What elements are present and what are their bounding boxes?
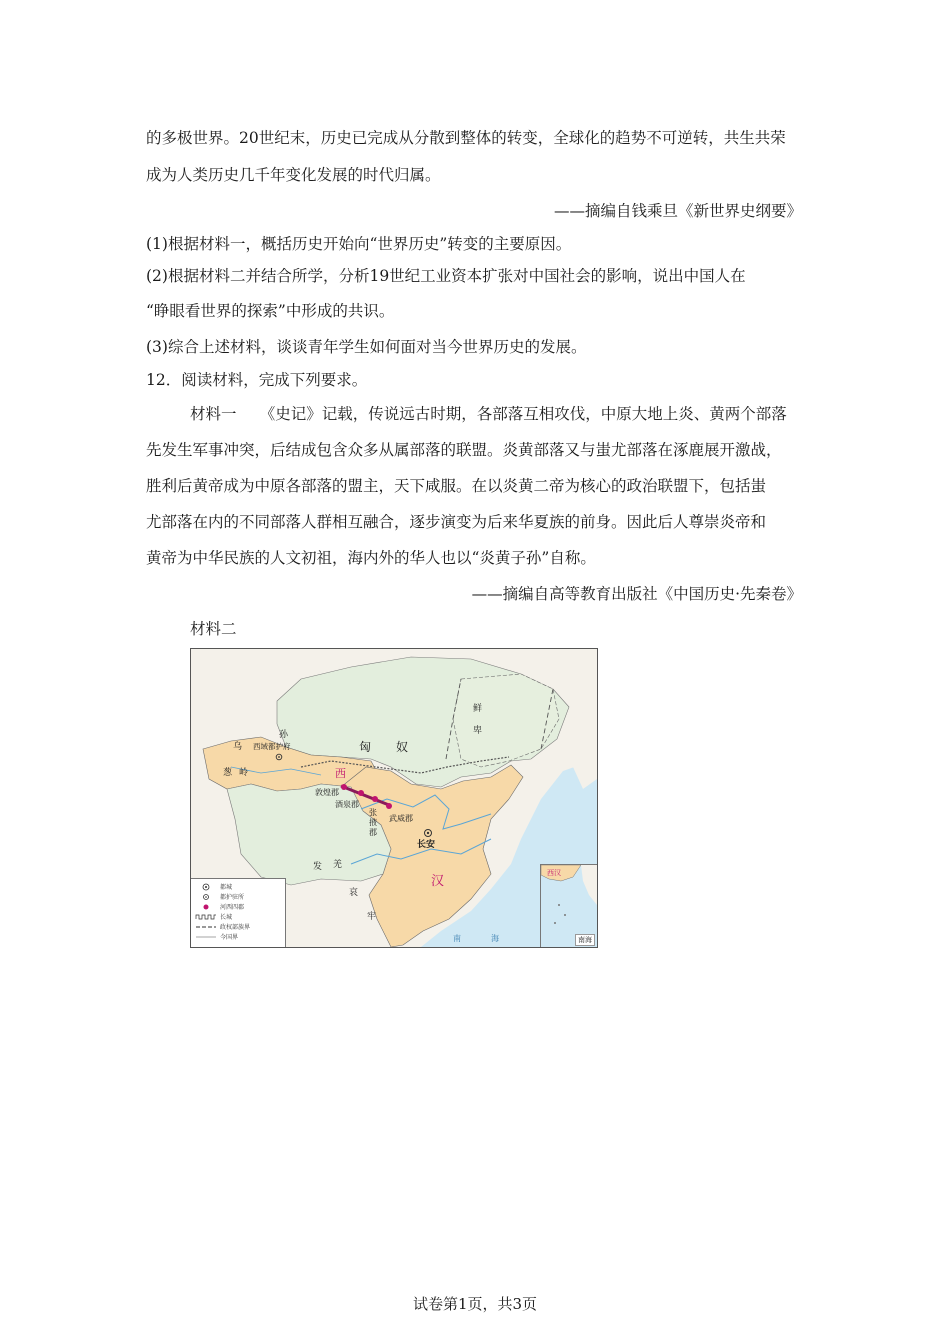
label-wusun: 孙 xyxy=(279,730,289,740)
legend-label: 今国界 xyxy=(220,934,239,941)
label-xiongnu: 匈 xyxy=(359,740,372,754)
label-faqiang: 发 xyxy=(313,862,323,872)
label-xianbei: 卑 xyxy=(473,726,483,736)
legend-label: 政权部族界 xyxy=(220,924,251,931)
legend-item xyxy=(195,902,244,911)
question-2-cont: “睁眼看世界的探索”中形成的共识。 xyxy=(146,302,395,320)
material-1-line: 黄帝为中华民族的人文初祖，海内外的华人也以“炎黄子孙”自称。 xyxy=(146,549,596,567)
legend-item xyxy=(195,892,244,901)
label-wusun: 乌 xyxy=(233,742,243,752)
legend-item xyxy=(195,912,232,921)
label-jiuquan: 酒泉郡 xyxy=(335,800,359,809)
label-xiongnu: 奴 xyxy=(396,740,409,754)
japan-landmass xyxy=(571,709,597,789)
inset-label: 南海 xyxy=(575,934,595,946)
great-wall-icon xyxy=(195,913,217,921)
dunhuang-dot xyxy=(341,784,347,790)
label-ailao: 哀 xyxy=(349,888,359,898)
label-congling: 岭 xyxy=(239,768,249,778)
label-ailao: 牢 xyxy=(367,912,377,922)
material-1-line: 材料一 《史记》记载，传说远古时期，各部落互相攻伐，中原大地上炎、黄两个部落 xyxy=(190,405,787,423)
zhangye-dot xyxy=(372,796,378,802)
label-xi: 西 xyxy=(335,767,346,780)
south-sea-inset xyxy=(540,864,597,947)
page-footer: 试卷第1页，共3页 xyxy=(412,1295,538,1313)
label-sea: 南 xyxy=(453,934,461,943)
question-3: (3)综合上述材料，谈谈青年学生如何面对当今世界历史的发展。 xyxy=(146,338,587,356)
map-legend xyxy=(191,878,286,947)
label-zhangye: 张 xyxy=(369,808,377,817)
label-sea: 海 xyxy=(491,934,499,943)
legend-label: 都城 xyxy=(220,884,233,891)
material-1-line: 尤部落在内的不同部落人群相互融合，逐步演变为后来华夏族的前身。因此后人尊崇炎帝和 xyxy=(146,513,767,531)
material-1-line: 先发生军事冲突，后结成包含众多从属部落的联盟。炎黄部落又与蚩尤部落在涿鹿展开激战， xyxy=(146,441,782,459)
label-zhangye: 郡 xyxy=(369,828,377,837)
label-zhangye: 掖 xyxy=(369,818,377,827)
text-line: 成为人类历史几千年变化发展的时代归属。 xyxy=(146,166,441,184)
regime-border-icon xyxy=(195,923,217,931)
label-han: 汉 xyxy=(431,874,445,889)
label-xianbei: 鲜 xyxy=(473,704,483,714)
wuwei-dot xyxy=(386,803,392,809)
admin-seat-icon xyxy=(195,893,217,901)
label-dunhuang: 敦煌郡 xyxy=(315,788,339,797)
material-2-heading: 材料二 xyxy=(190,620,237,638)
question-12: 12．阅读材料，完成下列要求。 xyxy=(146,371,368,389)
legend-item xyxy=(195,932,238,941)
legend-label: 河西四郡 xyxy=(220,904,245,911)
source-citation: ——摘编自高等教育出版社《中国历史·先秦卷》 xyxy=(471,585,802,603)
label-changan: 长安 xyxy=(417,840,436,850)
label-wuwei: 武威郡 xyxy=(389,814,413,823)
capital-icon xyxy=(195,883,217,891)
question-1: (1)根据材料一，概括历史开始向“世界历史”转变的主要原因。 xyxy=(146,235,572,253)
inset-region-label: 西汉 xyxy=(547,869,561,877)
label-xiyu: 西域都护府 xyxy=(253,742,291,751)
label-faqiang: 羌 xyxy=(333,860,343,870)
source-citation: ——摘编自钱乘旦《新世界史纲要》 xyxy=(553,202,802,220)
legend-label: 都护驻所 xyxy=(220,894,245,901)
modern-border-icon xyxy=(195,933,217,941)
legend-label: 长城 xyxy=(220,914,233,921)
text-line: 的多极世界。20世纪末，历史已完成从分散到整体的转变，全球化的趋势不可逆转，共生共荣 xyxy=(146,129,786,147)
western-han-map xyxy=(190,648,598,948)
material-1-line: 胜利后黄帝成为中原各部落的盟主，天下咸服。在以炎黄二帝为核心的政治联盟下，包括蚩 xyxy=(146,477,767,495)
jiuquan-dot xyxy=(358,790,364,796)
label-congling: 葱 xyxy=(223,768,233,778)
legend-item xyxy=(195,882,232,891)
hexi-commandery-icon xyxy=(195,903,217,911)
question-2: (2)根据材料二并结合所学，分析19世纪工业资本扩张对中国社会的影响，说出中国人在 xyxy=(146,267,746,285)
legend-item xyxy=(195,922,250,931)
